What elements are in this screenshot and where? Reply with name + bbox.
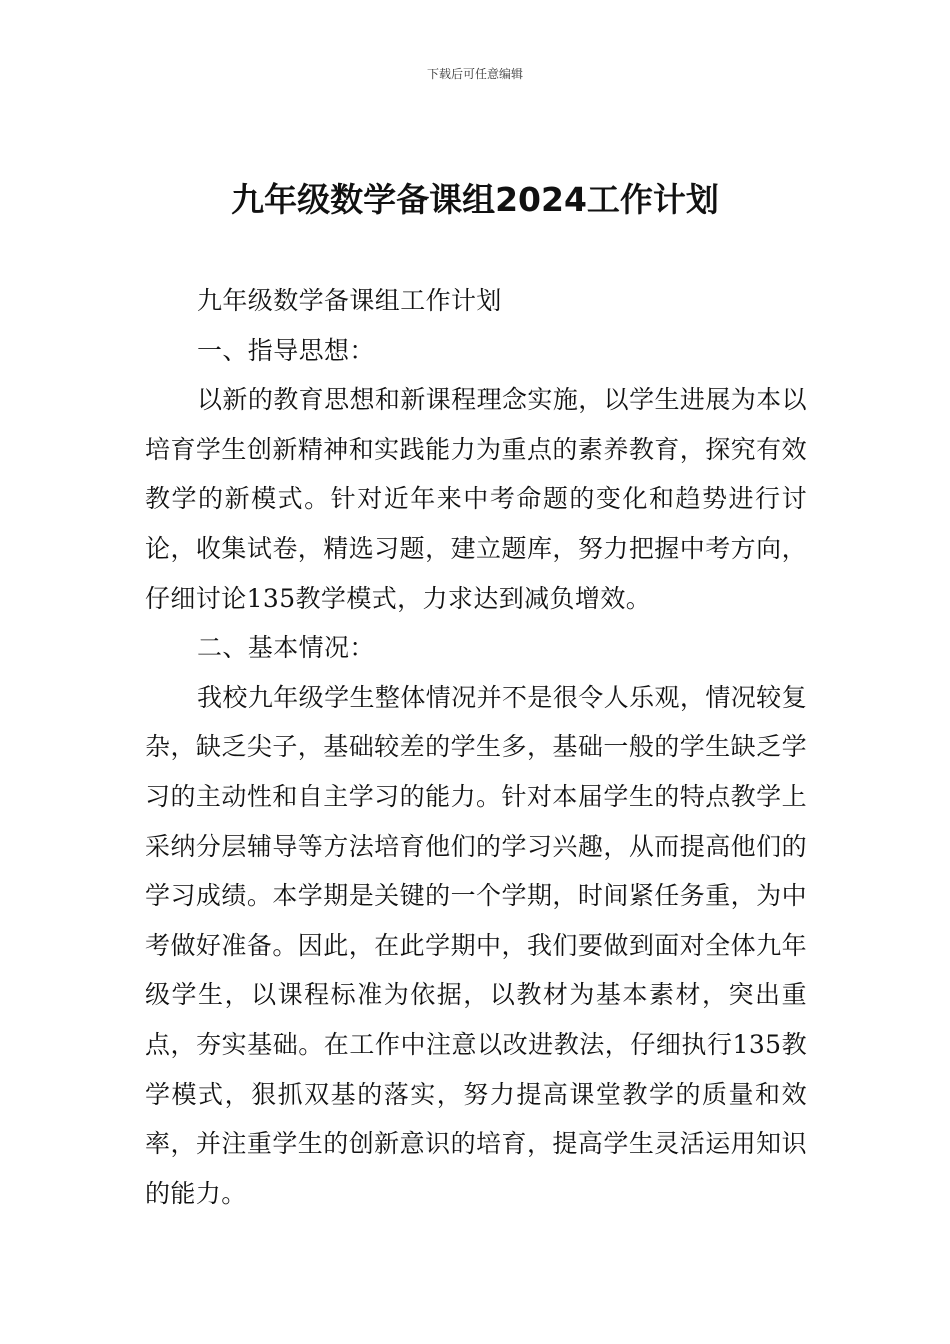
section-heading-guiding-ideology: 一、指导思想： [197, 335, 375, 365]
paragraph-subtitle: 九年级数学备课组工作计划 [197, 286, 502, 315]
header-note: 下载后可任意编辑 [426, 67, 523, 81]
paragraph-basic-situation: 我校九年级学生整体情况并不是很令人乐观，情况较复杂，缺乏尖子，基础较差的学生多，基础一般的学生缺乏学习的主动性和自主学习的能力。针对本届学生的特点教学上采纳分层辅导等方法培育他们的学习兴趣，从而提高他们的学习成绩。本学期是关键的一个学期，时间紧任务重，为中考做好准备。因此，在此学期中，我们要做到面对全体九年级学生，以课程标准为依据，以教材为基本素材，突出重点，夯实基础。在工作中注意以改进教法，仔细执行135教学模式，狠抓双基的落实，努力提高课堂教学的质量和效率，并注重学生的创新意识的培育，提高学生灵活运用知识的能力。 [145, 682, 807, 1208]
document-body [145, 276, 807, 1218]
document-title: 九年级数学备课组2024工作计划 [231, 180, 719, 219]
section-heading-basic-situation: 二、基本情况： [197, 633, 375, 663]
paragraph-guiding-ideology: 以新的教育思想和新课程理念实施，以学生进展为本以培育学生创新精神和实践能力为重点的素养教育，探究有效教学的新模式。针对近年来中考命题的变化和趋势进行讨论，收集试卷，精选习题，建立题库，努力把握中考方向，仔细讨论135教学模式，力求达到减负增效。 [145, 385, 807, 613]
